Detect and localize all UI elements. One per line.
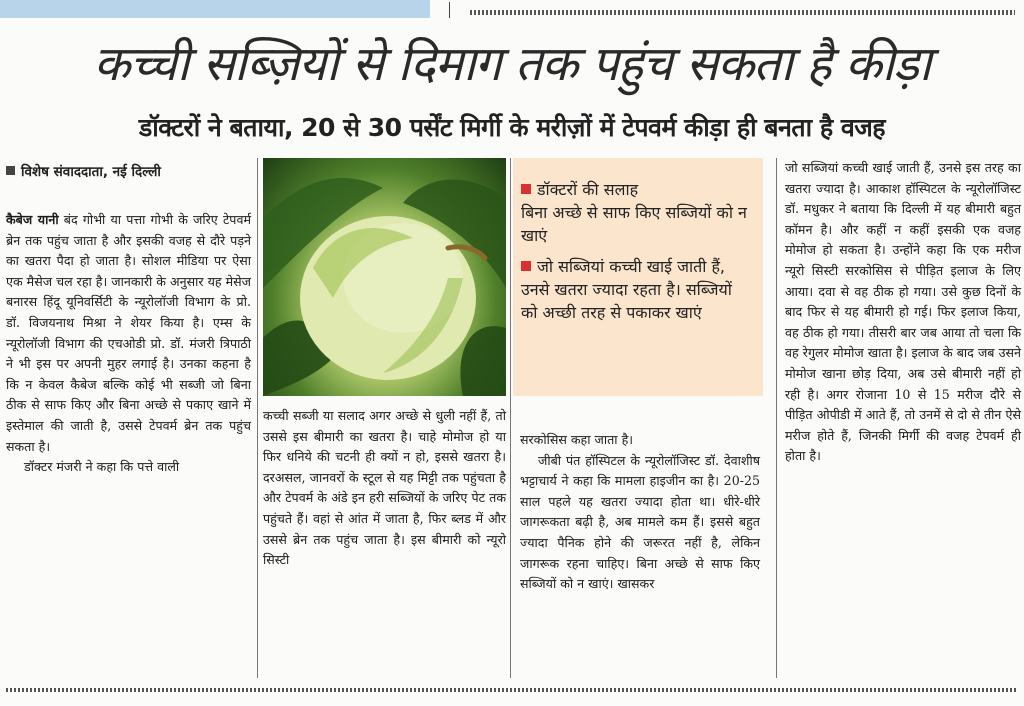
article-column-2 — [263, 406, 506, 571]
article-column-1 — [6, 210, 251, 478]
column1-para1-text: बंद गोभी या पत्ता गोभी के जरिए टेपवर्म ब्रेन तक पहुंच जाता है और इसकी वजह से दौरे पड़ने का खतरा पैदा हो जाता है। सोशल मीडिया पर ऐसा एक मैसेज चल रहा है। जानकारी के अनुसार यह मेसेज बनारस हिंदू यूनिवर्सिटी के न्यूरोलॉजी विभाग के प्रो. डॉ. विजयनाथ मिश्रा ने शेयर किया है। एम्स के न्यूरोलॉजी विभाग की एचओडी प्रो. डॉ. मंजरी त्रिपाठी ने भी इस पर अपनी मुहर लगाई है। उनका कहना है कि न केवल कैबेज बल्कि कोई भी सब्जी जो बिना ठीक से साफ किए और बिना अच्छे से पकाए खाने में इस्तेमाल की जाती है, उससे टेपवर्म ब्रेन तक पहुंच सकता है। — [6, 212, 251, 454]
top-divider — [449, 2, 450, 18]
byline — [6, 158, 251, 186]
column-divider — [510, 158, 511, 678]
column3-para1: सरकोसिस कहा जाता है। — [520, 432, 634, 447]
advice-item-2-text: जो सब्जियां कच्ची खाई जाती हैं, उनसे खतरा ज्यादा रहता है। सब्जियों को अच्छी तरह से पकाकर खाएं — [521, 257, 732, 322]
cabbage-illustration — [263, 158, 506, 396]
top-dotted-rule — [470, 10, 1015, 15]
column1-para1 — [6, 210, 251, 457]
top-color-bar — [0, 0, 430, 18]
column-divider — [257, 158, 258, 678]
article-column-4 — [785, 158, 1021, 467]
bottom-dotted-rule — [6, 688, 1018, 692]
advice-item-1-title: डॉक्टरों की सलाह — [537, 180, 639, 199]
column2-para1: कच्ची सब्जी या सलाद अगर अच्छे से धुली नहीं हैं, तो उससे इस बीमारी का खतरा है। चाहे मोमोज हो या फिर धनिये की चटनी ही क्यों न हो, इससे खतरा है। दरअसल, जानवरों के स्टूल से यह मिट्टी तक पहुंचता है और टेपवर्म के अंडे इन हरी सब्जियों के जरिए पेट तक पहुंचते हैं। वहां से आंत में जाता है, फिर ब्लड में और उससे ब्रेन तक पहुंच जाता है। इस बीमारी को न्यूरो सिस्टी — [263, 408, 506, 568]
red-square-bullet-icon — [521, 184, 531, 194]
subheadline: डॉक्टरों ने बताया, 20 से 30 पर्सेंट मिर्गी के मरीज़ों में टेपवर्म कीड़ा ही बनता है वजह — [138, 113, 886, 142]
headline: कच्ची सब्ज़ियों से दिमाग तक पहुंच सकता है कीड़ा — [93, 36, 931, 92]
byline-text: विशेष संवाददाता, नई दिल्ली — [21, 164, 161, 180]
column1-para2: डॉक्टर मंजरी ने कहा कि पत्ते वाली — [24, 459, 180, 475]
column3-para2: जीबी पंत हॉस्पिटल के न्यूरोलॉजिस्ट डॉ. देवाशीष भट्टाचार्य ने कहा कि मामला हाइजीन का है। 20-25 साल पहले यह खतरा ज्यादा होता था। धीरे-धीरे जागरूकता बढ़ी है, अब मामले कम हैं। इससे बहुत ज्यादा पैनिक होने की जरूरत नहीं है, लेकिन जागरूक रहना चाहिए। बिना अच्छे से साफ किए सब्जियों को न खाएं। खासकर — [520, 452, 760, 592]
column-divider — [776, 158, 777, 678]
red-square-bullet-icon — [521, 261, 531, 271]
advice-item-2 — [521, 255, 753, 324]
cabbage-photo — [263, 158, 506, 396]
lead-bold-text: कैबेज यानी — [6, 212, 59, 227]
column4-para1: जो सब्जियां कच्ची खाई जाती हैं, उनसे इस तरह का खतरा ज्यादा है। आकाश हॉस्पिटल के न्यूरोलॉजिस्ट डॉ. मधुकर ने बताया कि दिल्ली में यह बीमारी बहुत कॉमन है। और कहीं न कहीं इसकी एक वजह मोमोज हो सकता है। उन्होंने कहा कि एक मरीज न्यूरो सिस्टी सरकोसिस से पीड़ित इलाज के लिए आया। दवा से वह ठीक हो गया। उसे कुछ दिनों के बाद फिर से यह बीमारी हो गई। फिर इलाज किया, वह ठीक हो गया। तीसरी बार जब आया तो चला कि वह रेगुलर मोमोज खाता है। इलाज के बाद जब उसने मोमोज खाना छोड़ दिया, अब उसे बीमारी नहीं हो रही है। अगर रोजाना 10 से 15 मरीज दौरे से पीड़ित ओपीडी में आते हैं, तो उनमें से दो से तीन ऐसे मरीज होते हैं, जिनकी मिर्गी की वजह टेपवर्म ही होता है। — [785, 160, 1021, 464]
article-column-3 — [520, 430, 760, 595]
byline-square-icon — [6, 166, 15, 175]
doctors-advice-box — [513, 158, 763, 396]
advice-item-1 — [521, 178, 753, 247]
advice-item-1-text: बिना अच्छे से साफ किए सब्जियों को न खाएं — [521, 203, 747, 245]
